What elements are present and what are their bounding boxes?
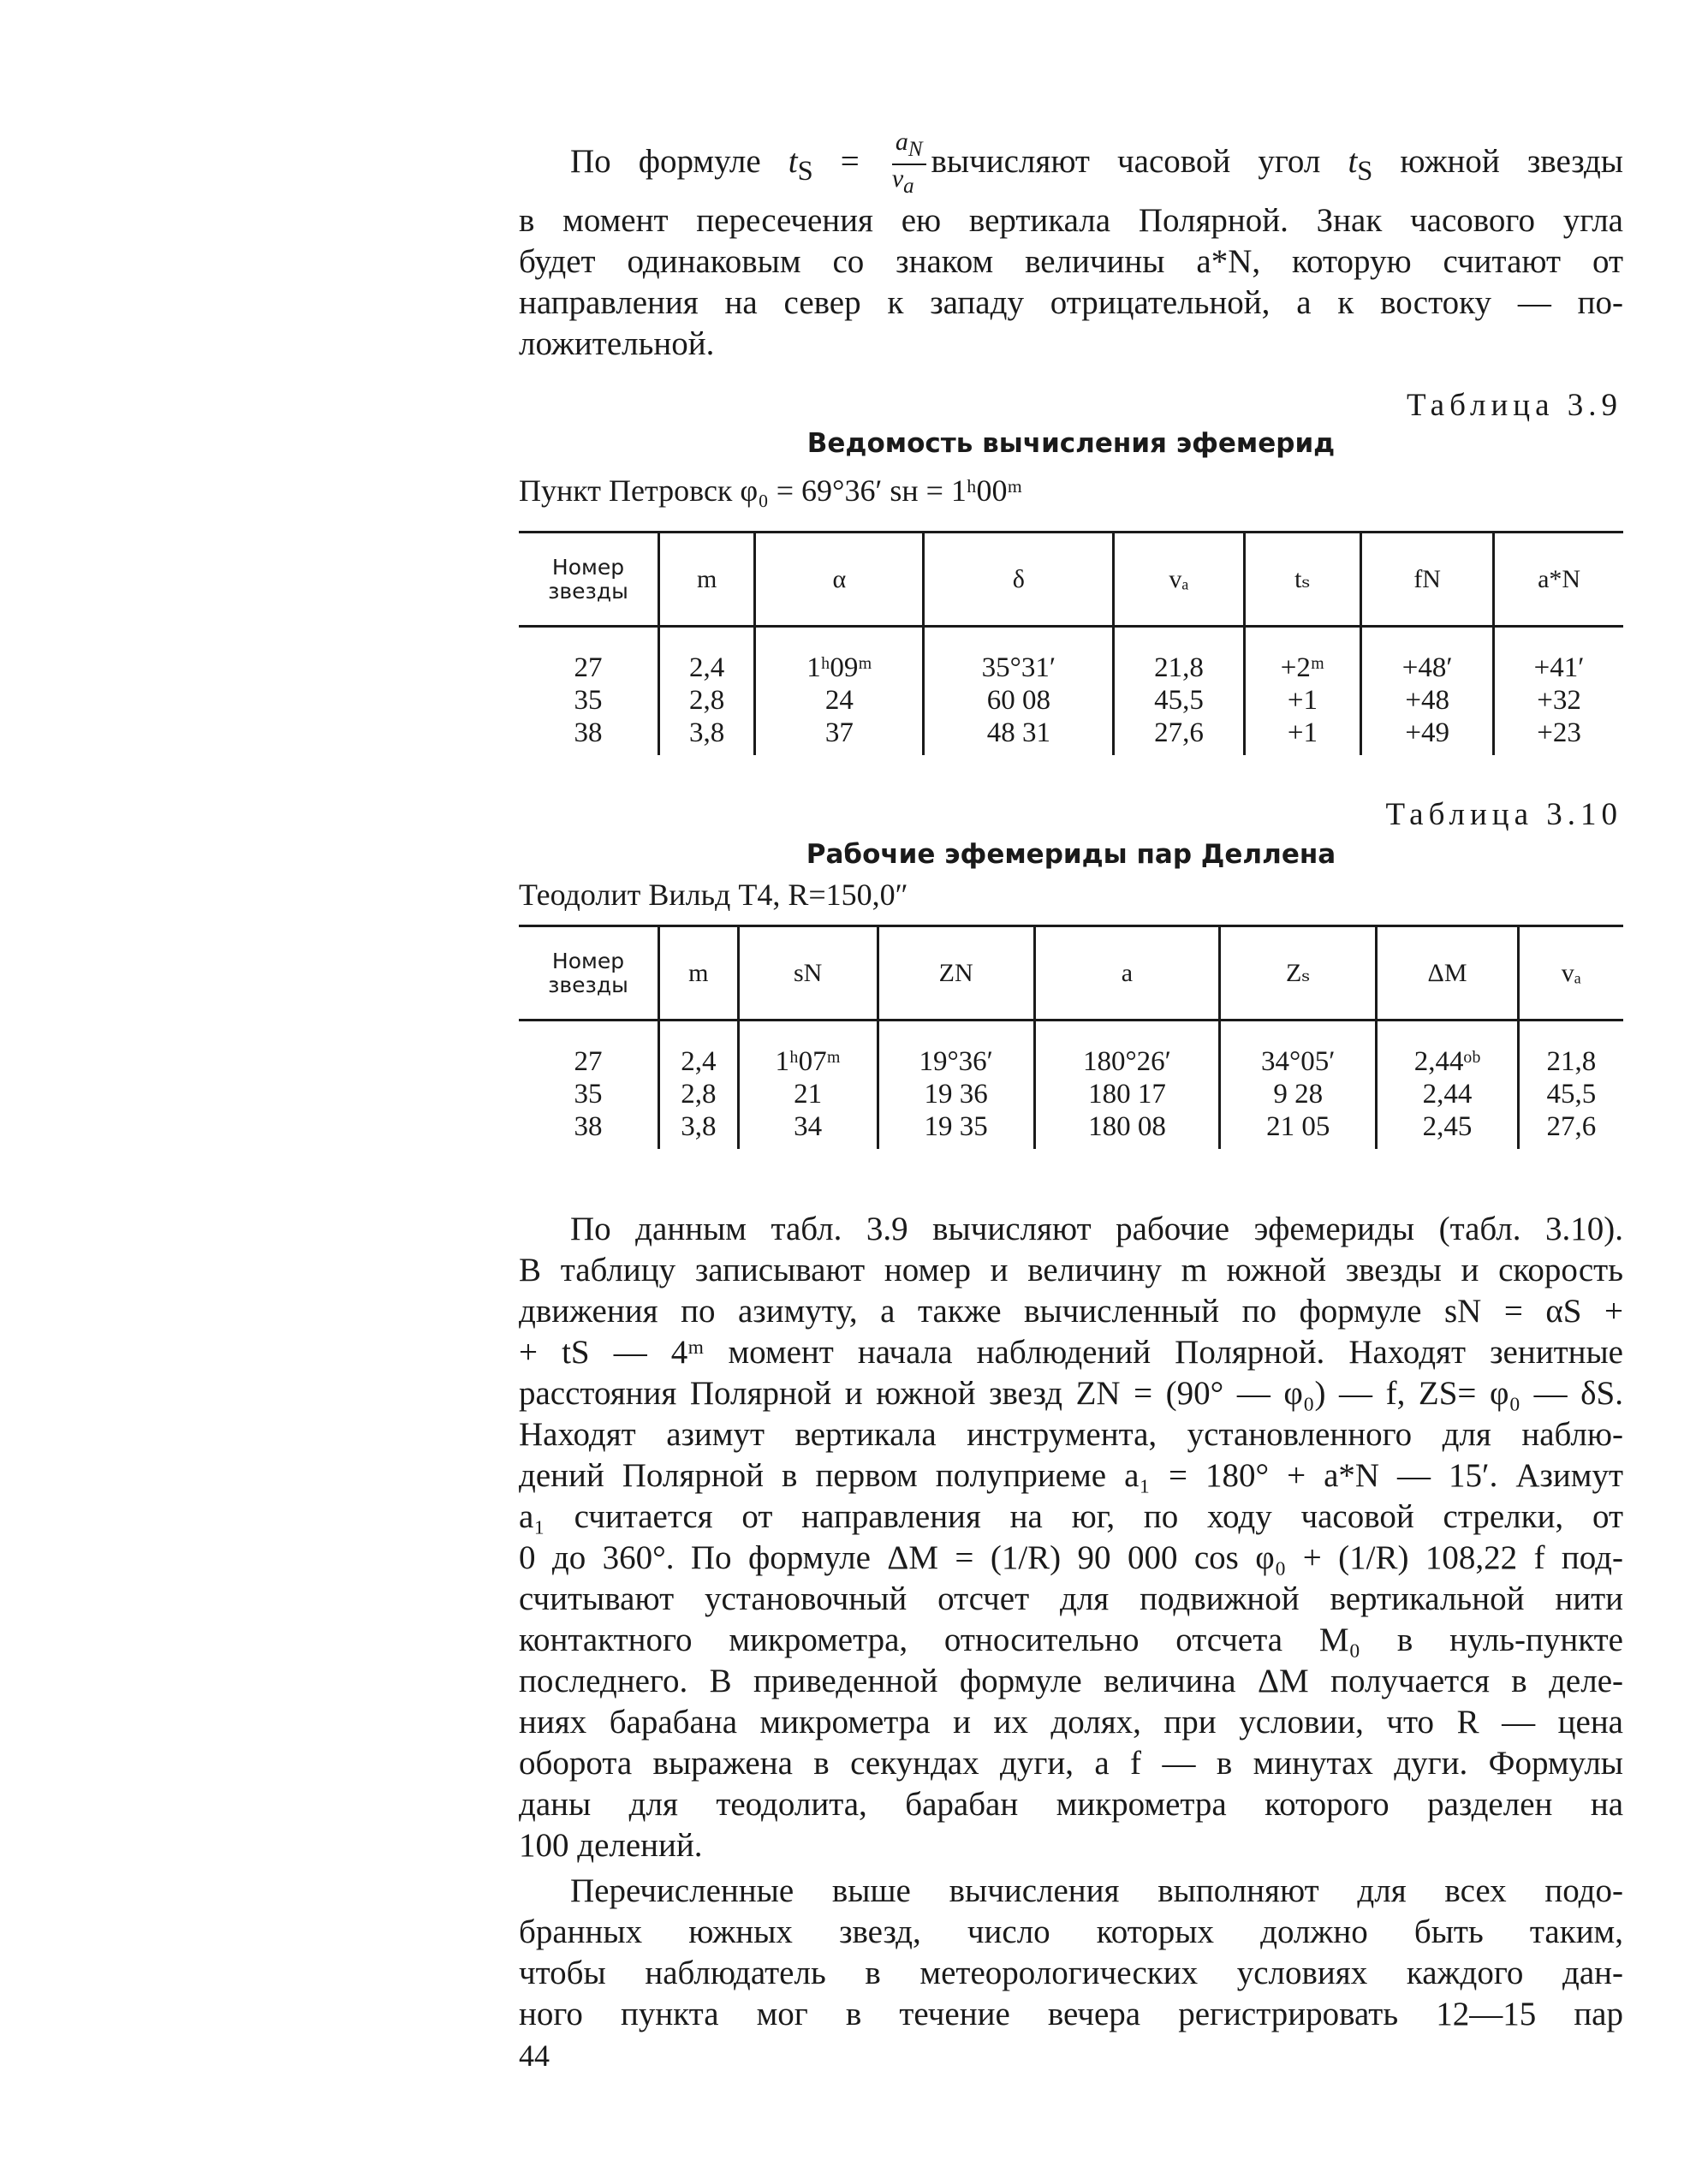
table-row: [519, 1021, 1623, 1150]
text-line: контактного микрометра, относительно отсчета M₀ в нуль-пункте: [519, 1622, 1623, 1658]
intro-paragraph: [519, 128, 1623, 365]
intro-line-2: в момент пересечения ею вертикала Полярной. Знак часового угла: [519, 202, 1623, 239]
table-row: [519, 627, 1623, 756]
col-zs: Zₛ: [1220, 926, 1377, 1021]
table-cell: 2,4 2,8 3,8: [659, 1021, 739, 1150]
table-cell: 21,8 45,5 27,6: [1518, 1021, 1623, 1150]
table-header-row: [519, 926, 1623, 1021]
col-m: m: [659, 533, 755, 627]
table-3-10-subtitle: Теодолит Вильд Т4, R=150,0″: [519, 878, 908, 912]
table-cell: 27 35 38: [574, 652, 603, 748]
col-m: m: [659, 926, 739, 1021]
formula-fraction: $\frac{a_N}{v_a}$: [892, 128, 926, 200]
body-paragraph-2: [519, 1871, 1623, 2035]
table-3-10-title: Рабочие эфемериды пар Деллена: [806, 839, 1336, 870]
table-cell: 180°26′ 180 17 180 08: [1034, 1021, 1219, 1150]
text-line: 100 делений.: [519, 1827, 703, 1864]
table-cell: +2ᵐ +1 +1: [1244, 627, 1361, 756]
col-va: vₐ: [1114, 533, 1244, 627]
table-cell: 2,44ᵒᵇ 2,44 2,45: [1377, 1021, 1518, 1150]
table-3-9-title: Ведомость вычисления эфемерид: [806, 428, 1336, 459]
intro-line-4: направления на север к западу отрицательной, а к востоку — по-: [519, 284, 1623, 321]
intro-line-1: По формуле $t_S$ = $\frac{a_N}{v_a}$ вычисляют часовой угол $t_S$ южной звезды: [519, 128, 1623, 200]
table-cell: 2,4 2,8 3,8: [659, 627, 755, 756]
col-va: vₐ: [1518, 926, 1623, 1021]
text-line: оборота выражена в секундах дуги, а f — в минутах дуги. Формулы: [519, 1745, 1623, 1782]
text-line: бранных южных звезд, число которых должно быть таким,: [519, 1913, 1623, 1950]
table-cell: 27 35 38: [574, 1046, 603, 1142]
table-header-row: [519, 533, 1623, 627]
text-line: a₁ считается от направления на юг, по ходу часовой стрелки, от: [519, 1498, 1623, 1535]
text-line: движения по азимуту, а также вычисленный по формуле sN = αS +: [519, 1293, 1623, 1330]
text-line: ниях барабана микрометра и их долях, при условии, что R — цена: [519, 1704, 1623, 1741]
text-line: Перечисленные выше вычисления выполняют для всех подо-: [570, 1872, 1623, 1909]
col-star-number: Номер звезды: [519, 926, 659, 1021]
table-cell: +41′ +32 +23: [1494, 627, 1623, 756]
table-3-9-subtitle: Пункт Петровск φ₀ = 69°36′ sн = 1ʰ00ᵐ: [519, 473, 1023, 508]
text-line: считывают установочный отсчет для подвижной вертикальной нити: [519, 1580, 1623, 1617]
text-line: + tS — 4ᵐ момент начала наблюдений Полярной. Находят зенитные: [519, 1334, 1623, 1371]
col-delta-m: ΔM: [1377, 926, 1518, 1021]
text-line: В таблицу записывают номер и величину m южной звезды и скорость: [519, 1252, 1623, 1288]
body-paragraph-1: [519, 1209, 1623, 1866]
table-cell: 35°31′ 60 08 48 31: [924, 627, 1114, 756]
table-cell: 19°36′ 19 36 19 35: [878, 1021, 1034, 1150]
col-delta: δ: [924, 533, 1114, 627]
text-line: дений Полярной в первом полуприеме a₁ = 180° + a*N — 15′. Азимут: [519, 1457, 1623, 1494]
col-an: a*N: [1494, 533, 1623, 627]
text-line: Находят азимут вертикала инструмента, установленного для наблю-: [519, 1416, 1623, 1453]
table-3-9-caption: Таблица 3.9: [1407, 388, 1622, 423]
intro-line-5: ложительной.: [519, 325, 715, 362]
table-cell: 34°05′ 9 28 21 05: [1220, 1021, 1377, 1150]
table-3-9: [519, 531, 1623, 755]
intro-line-3: будет одинаковым со знаком величины a*N, которую считают от: [519, 243, 1623, 280]
col-ts: tₛ: [1244, 533, 1361, 627]
text-line: По данным табл. 3.9 вычисляют рабочие эфемериды (табл. 3.10).: [570, 1211, 1623, 1247]
col-alpha: α: [755, 533, 924, 627]
col-zn: ZN: [878, 926, 1034, 1021]
table-cell: 1ʰ07ᵐ 21 34: [738, 1021, 878, 1150]
text-line: даны для теодолита, барабан микрометра которого разделен на: [519, 1786, 1623, 1823]
table-cell: 1ʰ09ᵐ 24 37: [755, 627, 924, 756]
text-line: 0 до 360°. По формуле ΔM = (1/R) 90 000 cos φ₀ + (1/R) 108,22 f под-: [519, 1539, 1623, 1576]
col-star-number: Номер звезды: [519, 533, 659, 627]
col-fn: fN: [1361, 533, 1494, 627]
text-line: чтобы наблюдатель в метеорологических условиях каждого дан-: [519, 1955, 1623, 1991]
text-line: ного пункта мог в течение вечера регистрировать 12—15 пар: [519, 1996, 1623, 2032]
table-3-10-caption: Таблица 3.10: [1385, 797, 1622, 832]
table-cell: 21,8 45,5 27,6: [1114, 627, 1244, 756]
table-3-10: [519, 925, 1623, 1149]
text-line: последнего. В приведенной формуле величина ΔM получается в деле-: [519, 1663, 1623, 1699]
table-cell: +48′ +48 +49: [1361, 627, 1494, 756]
col-a: a: [1034, 926, 1219, 1021]
text-line: расстояния Полярной и южной звезд ZN = (90° — φ₀) — f, ZS= φ₀ — δS.: [519, 1375, 1623, 1412]
page-number: 44: [519, 2038, 550, 2073]
col-sn: sN: [738, 926, 878, 1021]
